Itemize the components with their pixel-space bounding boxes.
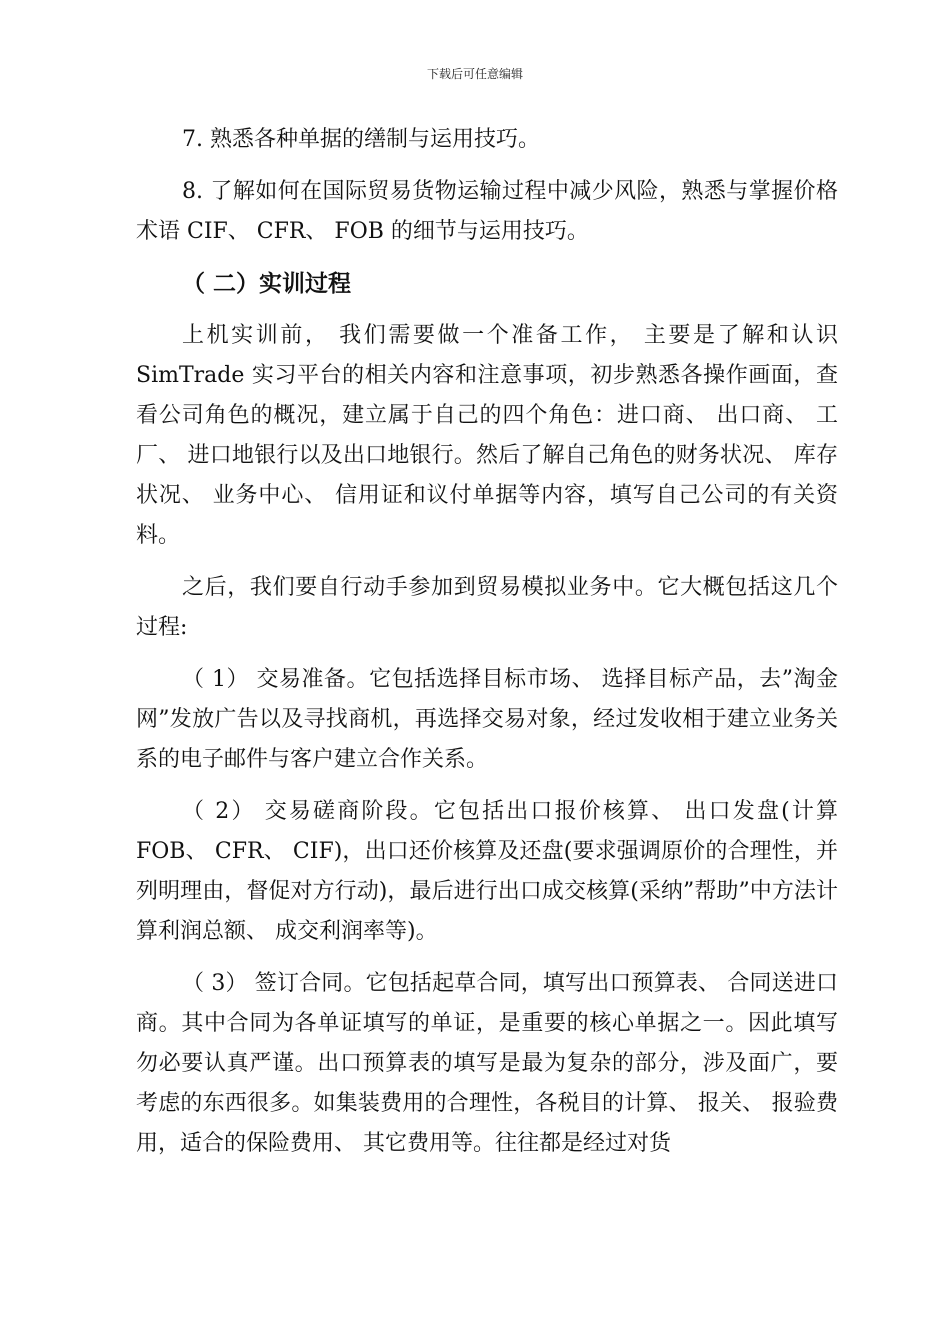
paragraph-item-7: 7. 熟悉各种单据的缮制与运用技巧。 [182,127,540,152]
section-heading: （ 二）实训过程 [182,271,352,297]
document-body [136,120,838,1164]
paragraph-intro: 上机实训前， 我们需要做一个准备工作， 主要是了解和认识 SimTrade 实习平台的相关内容和注意事项，初步熟悉各操作画面，查看公司角色的概况，建立属于自己的四个角色：进口商、 出口商、 工厂、 进口地银行以及出口地银行。然后了解自己角色的财务状况、 库存状况、 业务中心、 信用证和议付单据等内容，填写自己公司的有关资料。 [136,323,838,548]
paragraph-step-1: （ 1） 交易准备。它包括选择目标市场、 选择目标产品，去”淘金网”发放广告以及寻找商机，再选择交易对象，经过发收相于建立业务关系的电子邮件与客户建立合作关系。 [136,667,838,772]
page-header-note: 下载后可任意编辑 [426,67,523,81]
paragraph-item-8: 8. 了解如何在国际贸易货物运输过程中减少风险，熟悉与掌握价格术语 CIF、 CFR、 FOB 的细节与运用技巧。 [136,179,838,244]
paragraph-after: 之后，我们要自行动手参加到贸易模拟业务中。它大概包括这几个过程: [136,575,838,640]
paragraph-step-2: （ 2） 交易磋商阶段。它包括出口报价核算、 出口发盘(计算 FOB、 CFR、 CIF)，出口还价核算及还盘(要求强调原价的合理性，并列明理由，督促对方行动)，最后进行出口成交核算(采纳”帮助”中方法计算利润总额、 成交利润率等)。 [136,799,838,944]
paragraph-step-3: （ 3） 签订合同。它包括起草合同，填写出口预算表、 合同送进口商。其中合同为各单证填写的单证，是重要的核心单据之一。因此填写勿必要认真严谨。出口预算表的填写是最为复杂的部分，涉及面广，要考虑的东西很多。如集装费用的合理性，各税目的计算、 报关、 报验费用，适合的保险费用、 其它费用等。往往都是经过对货 [136,971,838,1156]
